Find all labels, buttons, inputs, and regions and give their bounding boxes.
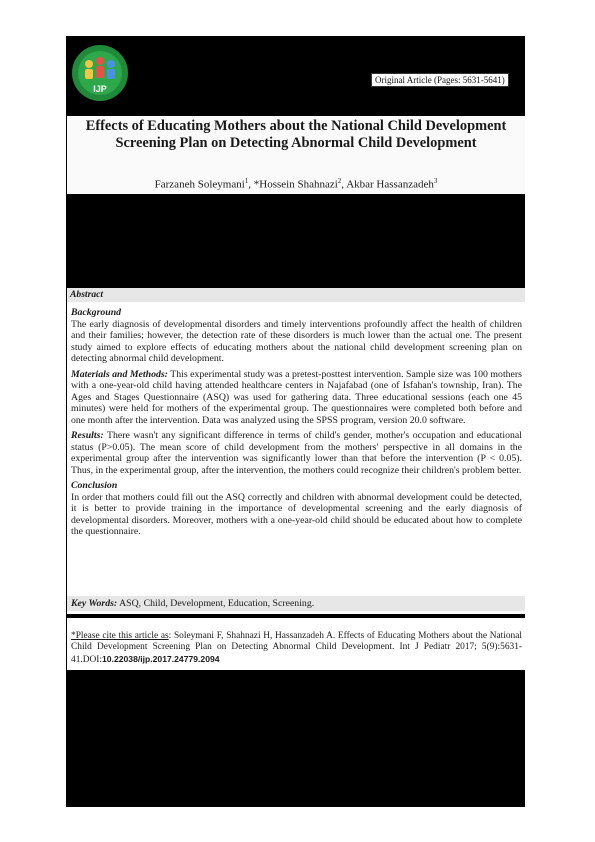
conclusion-text: In order that mothers could fill out the ASQ correctly and children with abnormal development could be detected, it is better to provide training in the importance of developmental screening and the early diagnosis of developmental disorders. Moreover, mothers with a one-year-old child should be educated about how to complete the questionnaire. [71, 491, 522, 537]
background-text: The early diagnosis of developmental disorders and timely interventions profoundly affect the health of children and their families; however, the detection rate of these disorders is much lower than the actual one. The present study aimed to explore effects of educating mothers about the national child development screening plan on detecting abnormal child development. [71, 318, 522, 364]
author-name: Farzaneh Soleymani [154, 178, 245, 191]
article-title: Effects of Educating Mothers about the National Child Development Screening Plan on Detecting Abnormal Child Development [85, 118, 507, 151]
keywords-bar [67, 596, 525, 611]
author-list [67, 177, 525, 191]
title-block [67, 116, 525, 194]
author-name: *Hossein Shahnazi [253, 178, 338, 191]
citation-text [71, 631, 522, 666]
background-heading: Background [71, 307, 122, 318]
citation-block [67, 618, 525, 670]
keywords-heading: Key Words: [71, 598, 118, 609]
abstract-section [67, 288, 525, 614]
svg-text:IJP: IJP [93, 84, 107, 94]
author-name: Akbar Hassanzadeh [346, 178, 434, 191]
author-separator: , [341, 178, 347, 191]
author-affiliation: 2 [337, 177, 342, 185]
conclusion-heading: Conclusion [71, 480, 118, 491]
results-text: There wasn't any significant difference in terms of child's gender, mother's occupation and educational status (P>0.05). The mean score of child development from the mothers' perspective in all domains in the experimental group after the intervention was significantly lower than that before the intervention (P < 0.05). Thus, in the experimental group, after the intervention, the mothers could recognize their children's problem better. [71, 430, 522, 476]
journal-logo [71, 40, 129, 106]
results-paragraph [71, 430, 522, 476]
methods-paragraph [71, 369, 522, 427]
results-heading: Results: [71, 430, 104, 441]
methods-text: This experimental study was a pretest-posttest intervention. Sample size was 100 mothers with a one-year-old child having attended healthcare centers in Najafabad (one of Isfahan's township, Iran). The Ages and Stages Questionnaire (ASQ) was used for gathering data. Three educational sessions (each one 45 minutes) were held for mothers of the experimental group. The questionnaires were completed both before and one month after the intervention. Data was analyzed using the SPSS program, version 20.0 software. [71, 368, 522, 426]
abstract-heading: Abstract [67, 288, 525, 302]
keywords-text: ASQ, Child, Development, Education, Screening. [117, 598, 315, 609]
author-separator: , [248, 178, 254, 191]
methods-heading: Materials and Methods: [71, 368, 168, 380]
author-affiliation: 1 [244, 177, 249, 185]
author-affiliation: 3 [433, 177, 438, 185]
citation-reference: : Soleymani F, Shahnazi H, Hassanzadeh A. Effects of Educating Mothers about the National Child Development Screening Plan on Detecting Abnormal Child Development. Int J Pediatr 2017; 5(9):5631-41.DOI: [71, 631, 522, 665]
abstract-body [71, 307, 522, 542]
article-type-label: Original Article (Pages: 5631-5641) [371, 73, 509, 87]
citation-label: *Please cite this article as [71, 631, 169, 641]
doi-link[interactable]: 10.22038/ijp.2017.24779.2094 [102, 653, 220, 664]
